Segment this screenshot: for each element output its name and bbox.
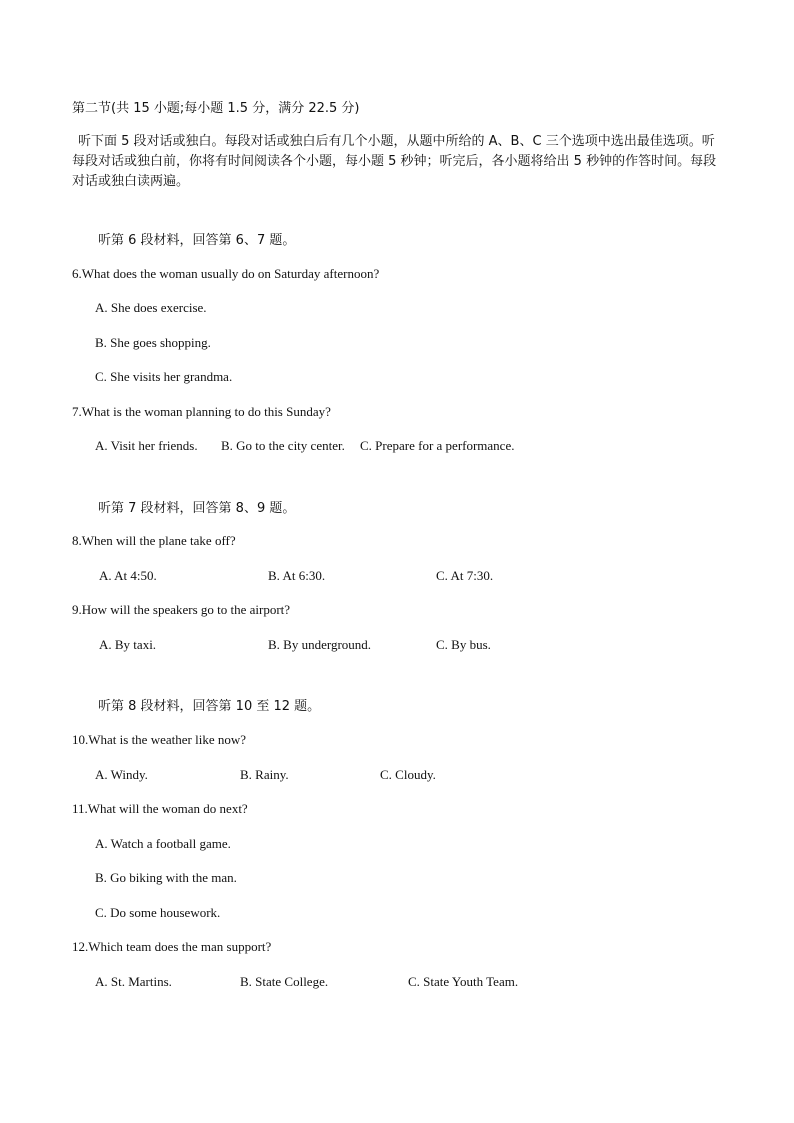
- section-instructions: 听下面 5 段对话或独白。每段对话或独白后有几个小题，从题中所给的 A、B、C 三个选项中选出最佳选项。听每段对话或独白前，你将有时间阅读各个小题，每小题 5 秒钟；听完后，各小题将给出 5 秒钟的作答时间。每段对话或独白读两遍。: [72, 134, 717, 189]
- group-intro: 听第 8 段材料，回答第 10 至 12 题。: [98, 699, 321, 714]
- question-stem: 9.How will the speakers go to the airport?: [72, 602, 291, 617]
- question-stem: 10.What is the weather like now?: [72, 732, 246, 747]
- option-a: A. She does exercise.: [95, 300, 207, 315]
- question-stem: 11.What will the woman do next?: [72, 801, 248, 816]
- option-a: A. Watch a football game.: [95, 836, 231, 851]
- option-b: B. Go biking with the man.: [95, 870, 237, 885]
- group-intro: 听第 7 段材料，回答第 8、9 题。: [98, 501, 296, 516]
- option-c: C. At 7:30.: [436, 568, 494, 583]
- option-b: B. Rainy.: [240, 767, 289, 782]
- section-heading: 第二节(共 15 小题;每小题 1.5 分，满分 22.5 分): [72, 101, 360, 116]
- option-c: C. Cloudy.: [380, 767, 436, 782]
- option-b: B. Go to the city center.: [221, 438, 345, 453]
- group-intro: 听第 6 段材料，回答第 6、7 题。: [98, 233, 296, 248]
- option-c: C. State Youth Team.: [408, 974, 519, 989]
- question-stem: 12.Which team does the man support?: [72, 939, 272, 954]
- option-b: B. By underground.: [268, 637, 372, 652]
- option-a: A. By taxi.: [99, 637, 157, 652]
- option-a: A. Visit her friends.: [95, 438, 198, 453]
- option-b: B. At 6:30.: [268, 568, 326, 583]
- option-b: B. She goes shopping.: [95, 335, 211, 350]
- option-a: A. At 4:50.: [99, 568, 157, 583]
- question-stem: 7.What is the woman planning to do this Sunday?: [72, 404, 331, 419]
- option-c: C. She visits her grandma.: [95, 369, 233, 384]
- option-b: B. State College.: [240, 974, 329, 989]
- question-stem: 8.When will the plane take off?: [72, 533, 236, 548]
- option-a: A. Windy.: [95, 767, 148, 782]
- option-c: C. Do some housework.: [95, 905, 221, 920]
- question-stem: 6.What does the woman usually do on Saturday afternoon?: [72, 266, 380, 281]
- option-c: C. By bus.: [436, 637, 491, 652]
- option-a: A. St. Martins.: [95, 974, 172, 989]
- option-c: C. Prepare for a performance.: [360, 438, 515, 453]
